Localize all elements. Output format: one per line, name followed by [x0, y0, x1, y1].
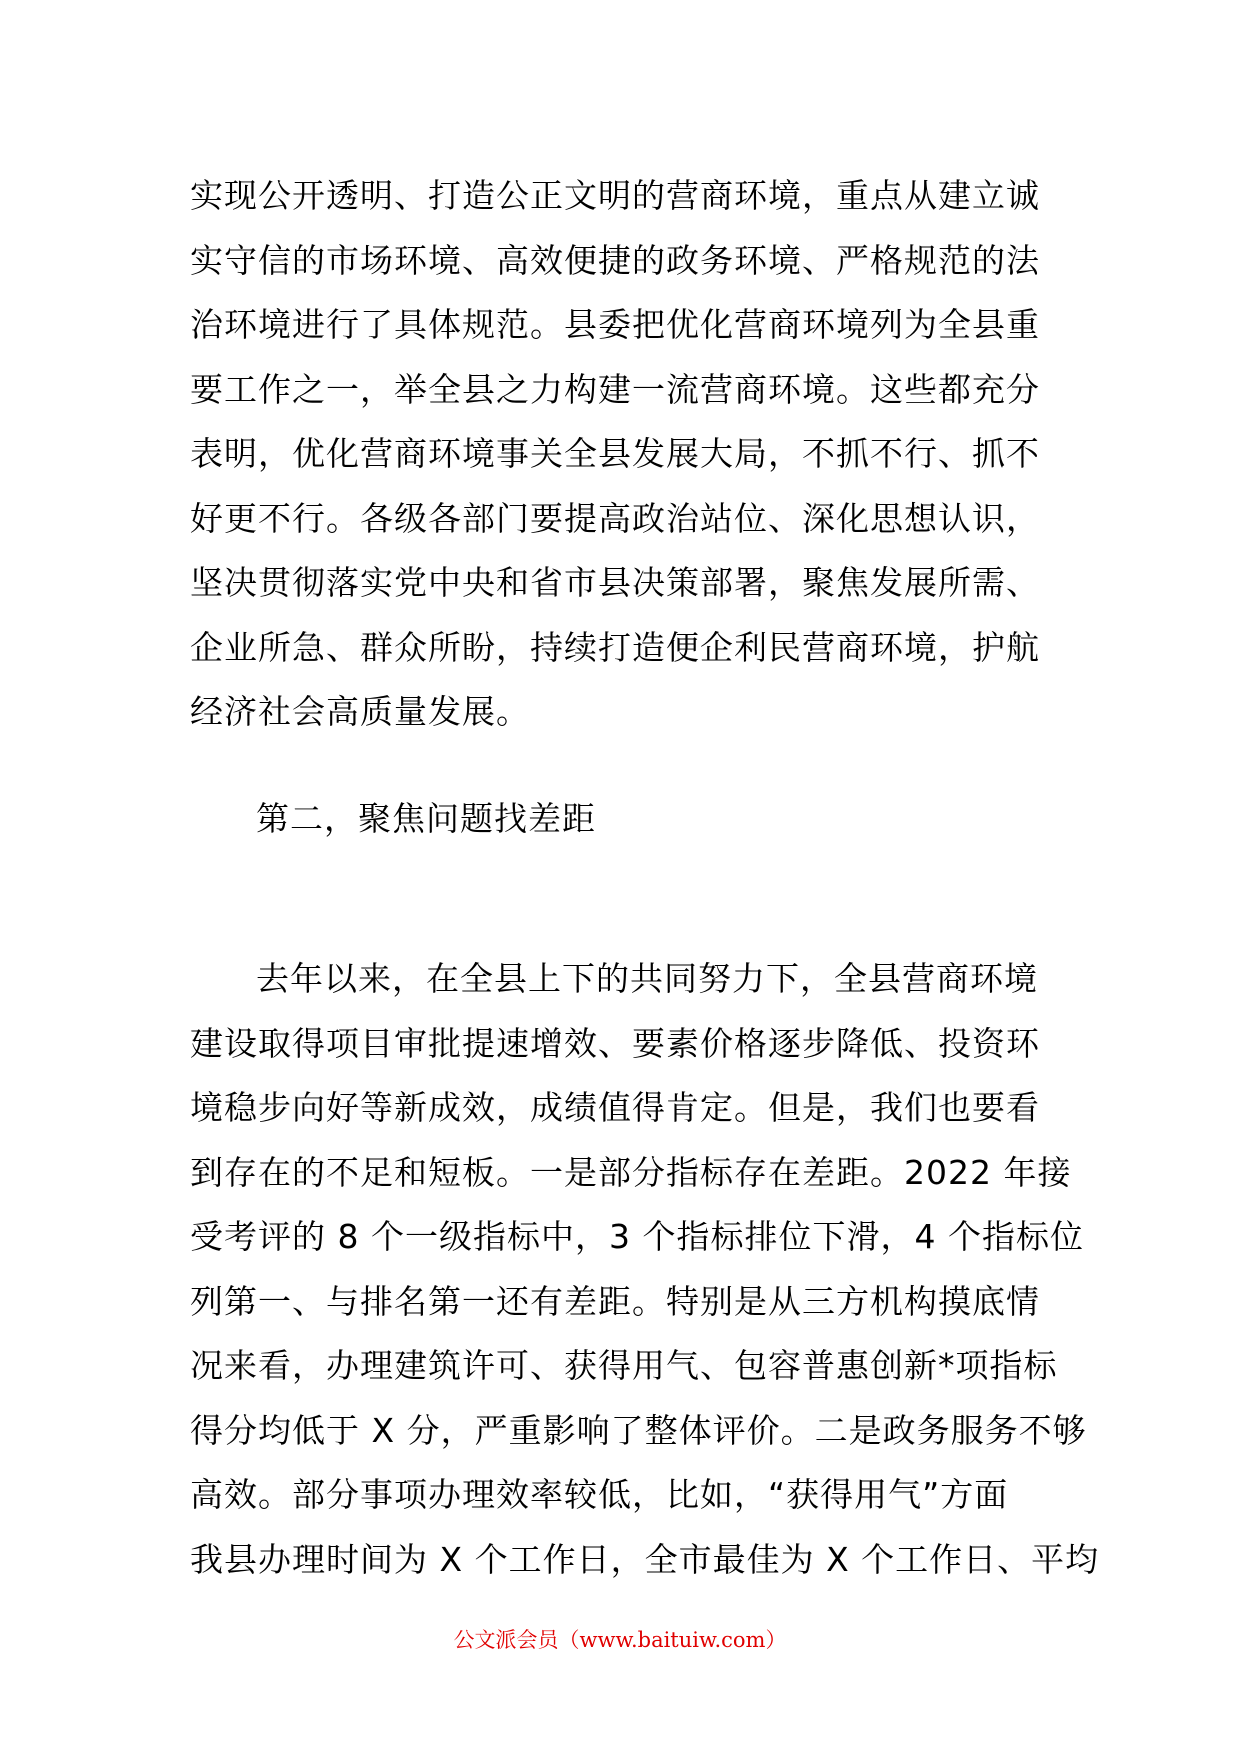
paragraph-line: 实现公开透明、打造公正文明的营商环境，重点从建立诚 — [190, 176, 1040, 215]
paragraph-line: 实守信的市场环境、高效便捷的政务环境、严格规范的法 — [190, 240, 1040, 280]
paragraph-line: 经济社会高质量发展。 — [190, 692, 530, 731]
paragraph-2 — [190, 947, 1100, 1592]
paragraph-line: 建设取得项目审批提速增效、要素价格逐步降低、投资环 — [190, 1023, 1040, 1063]
section-heading — [256, 787, 1056, 852]
paragraph-line: 境稳步向好等新成效，成绩值得肯定。但是，我们也要看 — [190, 1088, 1040, 1127]
footer-watermark: 公文派会员（www.baituiw.com） — [453, 1628, 787, 1652]
paragraph-line: 要工作之一，举全县之力构建一流营商环境。这些都充分 — [190, 369, 1040, 409]
paragraph-line: 治环境进行了具体规范。县委把优化营商环境列为全县重 — [190, 305, 1040, 344]
paragraph-line: 我县办理时间为 X 个工作日，全市最佳为 X 个工作日、平均 — [190, 1539, 1100, 1579]
paragraph-line: 好更不行。各级各部门要提高政治站位、深化思想认识， — [190, 498, 1040, 538]
paragraph-line: 去年以来，在全县上下的共同努力下，全县营商环境 — [256, 959, 1038, 998]
paragraph-line: 列第一、与排名第一还有差距。特别是从三方机构摸底情 — [190, 1281, 1040, 1321]
paragraph-1 — [190, 164, 1056, 745]
paragraph-line: 到存在的不足和短板。一是部分指标存在差距。2022 年接 — [190, 1152, 1072, 1192]
paragraph-line: 坚决贯彻落实党中央和省市县决策部署，聚焦发展所需、 — [190, 563, 1040, 602]
paragraph-line: 况来看，办理建筑许可、获得用气、包容普惠创新*项指标 — [190, 1346, 1058, 1385]
paragraph-line: 企业所急、群众所盼，持续打造便企利民营商环境，护航 — [190, 627, 1040, 667]
paragraph-line: 受考评的 8 个一级指标中，3 个指标排位下滑，4 个指标位 — [190, 1217, 1084, 1256]
paragraph-line: 得分均低于 X 分，严重影响了整体评价。二是政务服务不够 — [190, 1410, 1087, 1450]
section-heading-text: 第二，聚焦问题找差距 — [256, 799, 596, 838]
paragraph-line: 表明，优化营商环境事关全县发展大局，不抓不行、抓不 — [190, 434, 1040, 473]
paragraph-line: 高效。部分事项办理效率较低，比如，“获得用气”方面 — [190, 1475, 1009, 1514]
